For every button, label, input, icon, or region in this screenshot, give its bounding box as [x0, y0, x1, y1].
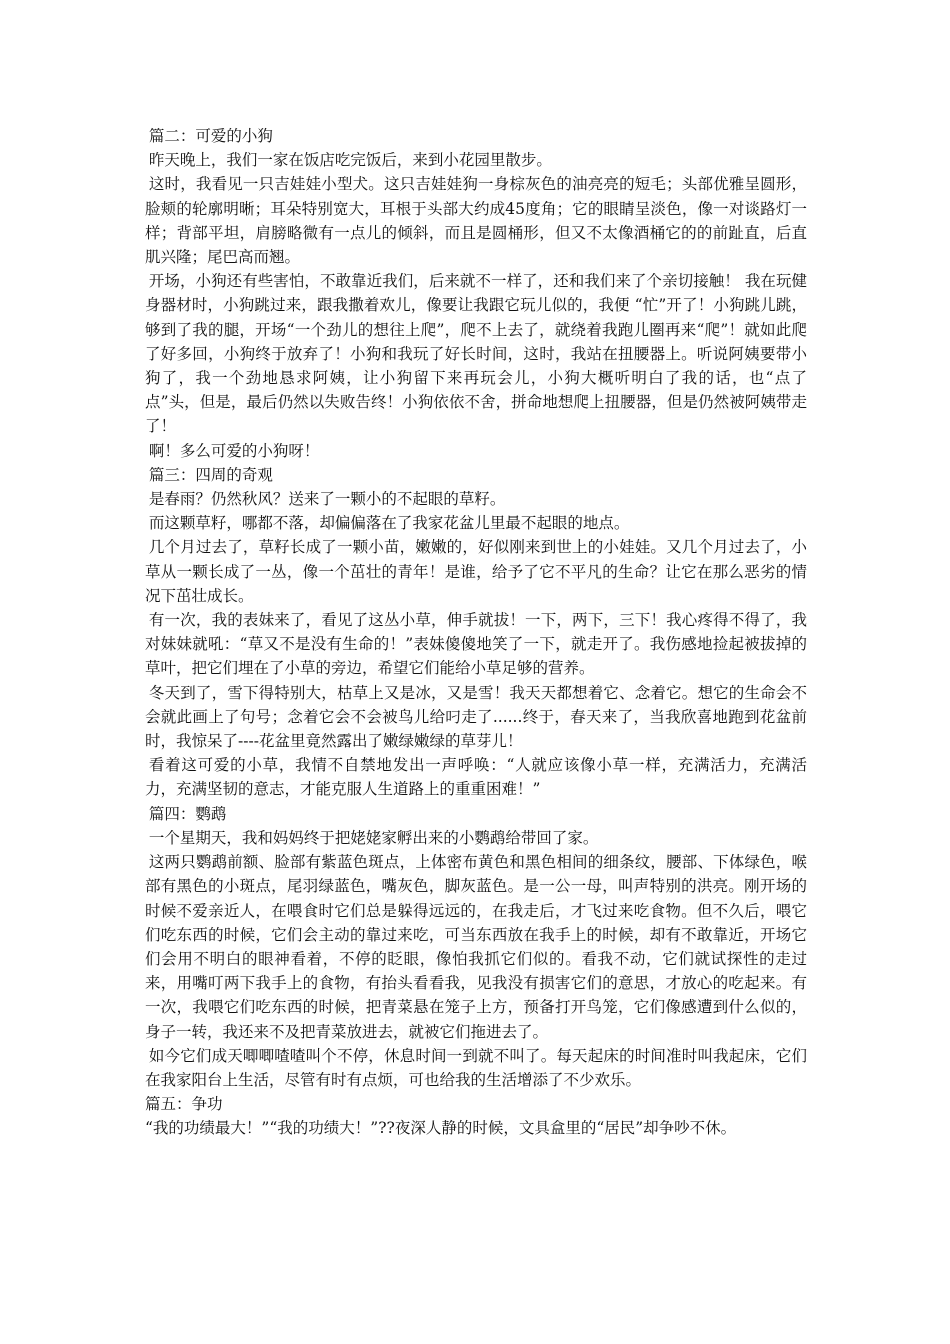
- paragraph: 几个月过去了，草籽长成了一颗小苗，嫩嫩的，好似刚来到世上的小娃娃。又几个月过去了，小草从一颗长成了一丛，像一个茁壮的青年！是谁，给予了它不平凡的生命？让它在那么恶劣的情况下茁壮成长。: [145, 538, 807, 605]
- paragraph: 这两只鹦鹉前额、脸部有紫蓝色斑点，上体密布黄色和黑色相间的细条纹，腰部、下体绿色，喉部有黑色的小斑点，尾羽绿蓝色，嘴灰色，脚灰蓝色。是一公一母，叫声特别的洪亮。刚开场的时候不爱亲近人，在喂食时它们总是躲得远远的，在我走后，才飞过来吃食物。但不久后，喂它们吃东西的时候，它们会主动的靠过来吃，可当东西放在我手上的时候，却有不敢靠近，开场它们会用不明白的眼神看着，不停的眨眼，像怕我抓它们似的。看我不动，它们就试探性的走过来，用嘴叮两下我手上的食物，有抬头看看我，见我没有损害它们的意思，才放心的吃起来。有一次，我喂它们吃东西的时候，把青菜悬在笼子上方，预备打开鸟笼，它们像感遭到什么似的，身子一转，我还来不及把青菜放进去，就被它们拖进去了。: [145, 853, 807, 1041]
- paragraph: 开场，小狗还有些害怕，不敢靠近我们，后来就不一样了，还和我们来了个亲切接触！ 我在玩健身器材时，小狗跳过来，跟我撒着欢儿，像要让我跟它玩儿似的，我便 “忙”开了！小狗跳儿跳，够到了我的腿，开场“一个劲儿的想往上爬”，爬不上去了，就绕着我跑儿圈再来“爬”！就如此爬了好多回，小狗终于放弃了！小狗和我玩了好长时间，这时，我站在扭腰器上。听说阿姨要带小狗了，我一个劲地恳求阿姨，让小狗留下来再玩会儿，小狗大概听明白了我的话，也“点了点”头，但是，最后仍然以失败告终！小狗依依不舍，拼命地想爬上扭腰器，但是仍然被阿姨带走了！: [145, 272, 807, 436]
- section-heading-5: 篇五：争功: [145, 1095, 223, 1114]
- paragraph: 是春雨？仍然秋风？送来了一颗小的不起眼的草籽。: [148, 490, 506, 509]
- paragraph: 啊！多么可爱的小狗呀！: [148, 441, 320, 460]
- paragraph: 有一次，我的表妹来了，看见了这丛小草，伸手就拔！一下，两下，三下！我心疼得不得了，我对妹妹就吼：“草又不是没有生命的！”表妹傻傻地笑了一下，就走开了。我伤感地捡起被拔掉的草叶，把它们埋在了小草的旁边，希望它们能给小草足够的营养。: [145, 611, 807, 678]
- paragraph: 一个星期天，我和妈妈终于把姥姥家孵出来的小鹦鹉给带回了家。: [148, 828, 599, 847]
- paragraph: 看着这可爱的小草，我情不自禁地发出一声呼唤：“人就应该像小草一样，充满活力，充满活力，充满坚韧的意志，才能克服人生道路上的重重困难！”: [145, 756, 807, 799]
- paragraph: 冬天到了，雪下得特别大，枯草上又是冰，又是雪！我天天都想着它、念着它。想它的生命会不会就此画上了句号；念着它会不会被鸟儿给叼走了......终于，春天来了，当我欣喜地跑到花盆前时，我惊呆了----花盆里竟然露出了嫩绿嫩绿的草芽儿！: [145, 683, 807, 751]
- section-heading-2: 篇二：可爱的小狗: [148, 127, 273, 145]
- paragraph: 这时，我看见一只吉娃娃小型犬。这只吉娃娃狗一身棕灰色的油亮亮的短毛；头部优雅呈圆形，脸颊的轮廓明晰；耳朵特别宽大，耳根于头部大约成45度角；它的眼睛呈淡色，像一对谈路灯一样；背部平坦，肩膀略微有一点儿的倾斜，而且是圆桶形，但又不太像酒桶它的的前趾直，后直肌兴隆；尾巴高而翘。: [145, 175, 807, 267]
- document-page: [145, 124, 807, 1141]
- paragraph: 而这颗草籽，哪都不落，却偏偏落在了我家花盆儿里最不起眼的地点。: [148, 514, 630, 533]
- paragraph: 如今它们成天唧唧喳喳叫个不停，休息时间一到就不叫了。每天起床的时间准时叫我起床，它们在我家阳台上生活，尽管有时有点烦，可也给我的生活增添了不少欢乐。: [145, 1046, 807, 1089]
- paragraph: 昨天晚上，我们一家在饭店吃完饭后，来到小花园里散步。: [148, 151, 552, 170]
- paragraph: “我的功绩最大！”“我的功绩大！”??夜深人静的时候，文具盒里的“居民”却争吵不休。: [145, 1119, 737, 1138]
- section-heading-3: 篇三：四周的奇观: [148, 465, 273, 484]
- section-heading-4: 篇四：鹦鹉: [148, 804, 227, 823]
